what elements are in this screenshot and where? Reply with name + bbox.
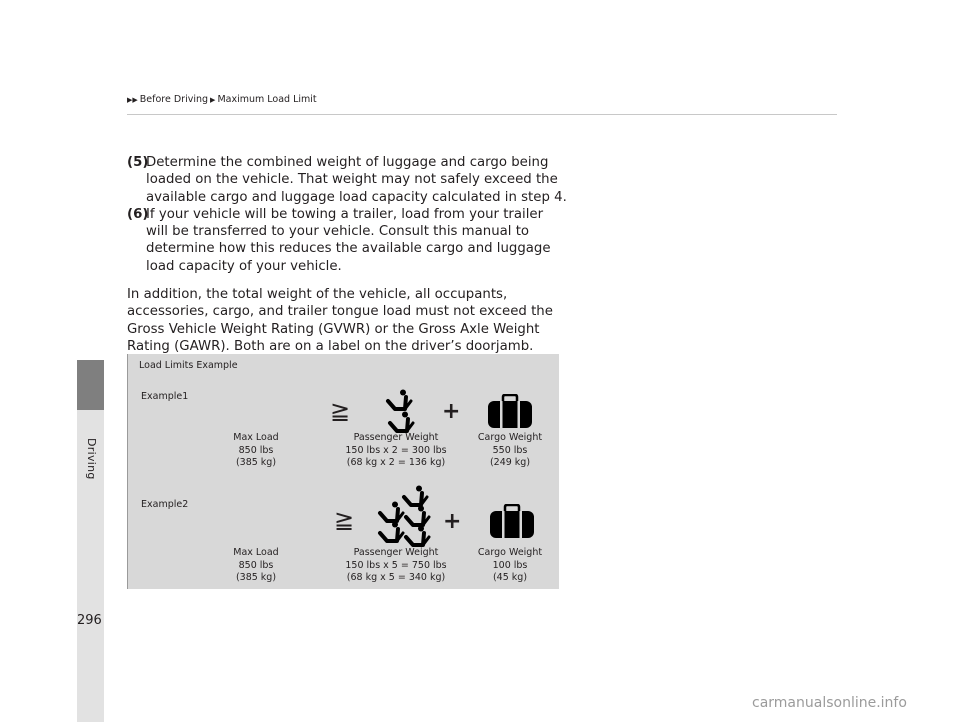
luggage-icon bbox=[489, 504, 535, 539]
step-number: (5) bbox=[127, 155, 149, 170]
step-text: Determine the combined weight of luggage and cargo being loaded on the vehicle. That weight may not safely exceed the available cargo and luggage load capacity calculated in step 4. bbox=[146, 155, 567, 205]
passenger-weight-caption bbox=[331, 432, 461, 470]
step-number: (6) bbox=[127, 206, 149, 222]
caption-line: 550 lbs bbox=[492, 444, 528, 456]
caption-line: Passenger Weight bbox=[353, 547, 439, 558]
cargo-weight-caption bbox=[465, 547, 555, 585]
example1-label: Example1 bbox=[141, 391, 189, 402]
luggage-icon bbox=[487, 394, 533, 429]
max-load-caption bbox=[216, 547, 296, 585]
caption-line: Max Load bbox=[233, 432, 279, 443]
body-text bbox=[127, 154, 567, 355]
breadcrumb-item-maximum-load-limit[interactable]: Maximum Load Limit bbox=[217, 94, 317, 105]
caption-line: Cargo Weight bbox=[477, 432, 543, 443]
passenger-icon bbox=[382, 389, 414, 413]
breadcrumb bbox=[127, 94, 317, 105]
greater-equal-symbol: ≧ bbox=[334, 506, 355, 534]
caption-line: Cargo Weight bbox=[477, 547, 543, 558]
caption-line: 100 lbs bbox=[492, 559, 528, 571]
breadcrumb-arrow-icon: ▶▶ bbox=[127, 95, 138, 104]
caption-line: (385 kg) bbox=[235, 457, 277, 468]
greater-equal-symbol: ≧ bbox=[330, 397, 351, 425]
caption-line: 150 lbs x 2 = 300 lbs bbox=[345, 444, 447, 456]
side-tab-marker bbox=[77, 360, 104, 410]
caption-line: (68 kg x 5 = 340 kg) bbox=[346, 572, 446, 583]
step-item bbox=[127, 154, 567, 206]
passenger-icon bbox=[400, 525, 432, 549]
breadcrumb-arrow-icon: ▶ bbox=[210, 95, 216, 104]
caption-line: 150 lbs x 5 = 750 lbs bbox=[345, 559, 447, 571]
step-item bbox=[127, 206, 567, 275]
caption-line: (68 kg x 2 = 136 kg) bbox=[346, 457, 446, 468]
plus-symbol: + bbox=[442, 399, 461, 424]
plus-symbol: + bbox=[443, 509, 462, 534]
passenger-weight-caption bbox=[331, 547, 461, 585]
side-tab bbox=[77, 360, 104, 722]
section-label: Driving bbox=[85, 438, 98, 480]
load-limits-example-figure bbox=[127, 354, 559, 589]
figure-title: Load Limits Example bbox=[139, 360, 238, 371]
cargo-weight-caption bbox=[465, 432, 555, 470]
caption-line: (45 kg) bbox=[492, 572, 528, 583]
caption-line: (385 kg) bbox=[235, 572, 277, 583]
caption-line: (249 kg) bbox=[489, 457, 531, 468]
caption-line: 850 lbs bbox=[238, 444, 274, 456]
step-text: If your vehicle will be towing a trailer, load from your trailer will be transferred to your vehicle. Consult this manual to determine how this reduces the available cargo and luggage load capacity of your vehicle. bbox=[146, 206, 551, 274]
breadcrumb-item-before-driving[interactable]: Before Driving bbox=[139, 94, 209, 105]
max-load-caption bbox=[216, 432, 296, 470]
page-number: 296 bbox=[77, 613, 102, 628]
paragraph: In addition, the total weight of the vehicle, all occupants, accessories, cargo, and trailer tongue load must not exceed the Gross Vehicle Weight Rating (GVWR) or the Gross Axle Weight Rating (GAWR). Both are on a label on the driver’s doorjamb. bbox=[127, 287, 553, 354]
caption-line: Max Load bbox=[233, 547, 279, 558]
caption-line: Passenger Weight bbox=[353, 432, 439, 443]
caption-line: 850 lbs bbox=[238, 559, 274, 571]
header-divider bbox=[127, 114, 837, 115]
example2-label: Example2 bbox=[141, 499, 189, 510]
watermark: carmanualsonline.info bbox=[752, 695, 907, 711]
